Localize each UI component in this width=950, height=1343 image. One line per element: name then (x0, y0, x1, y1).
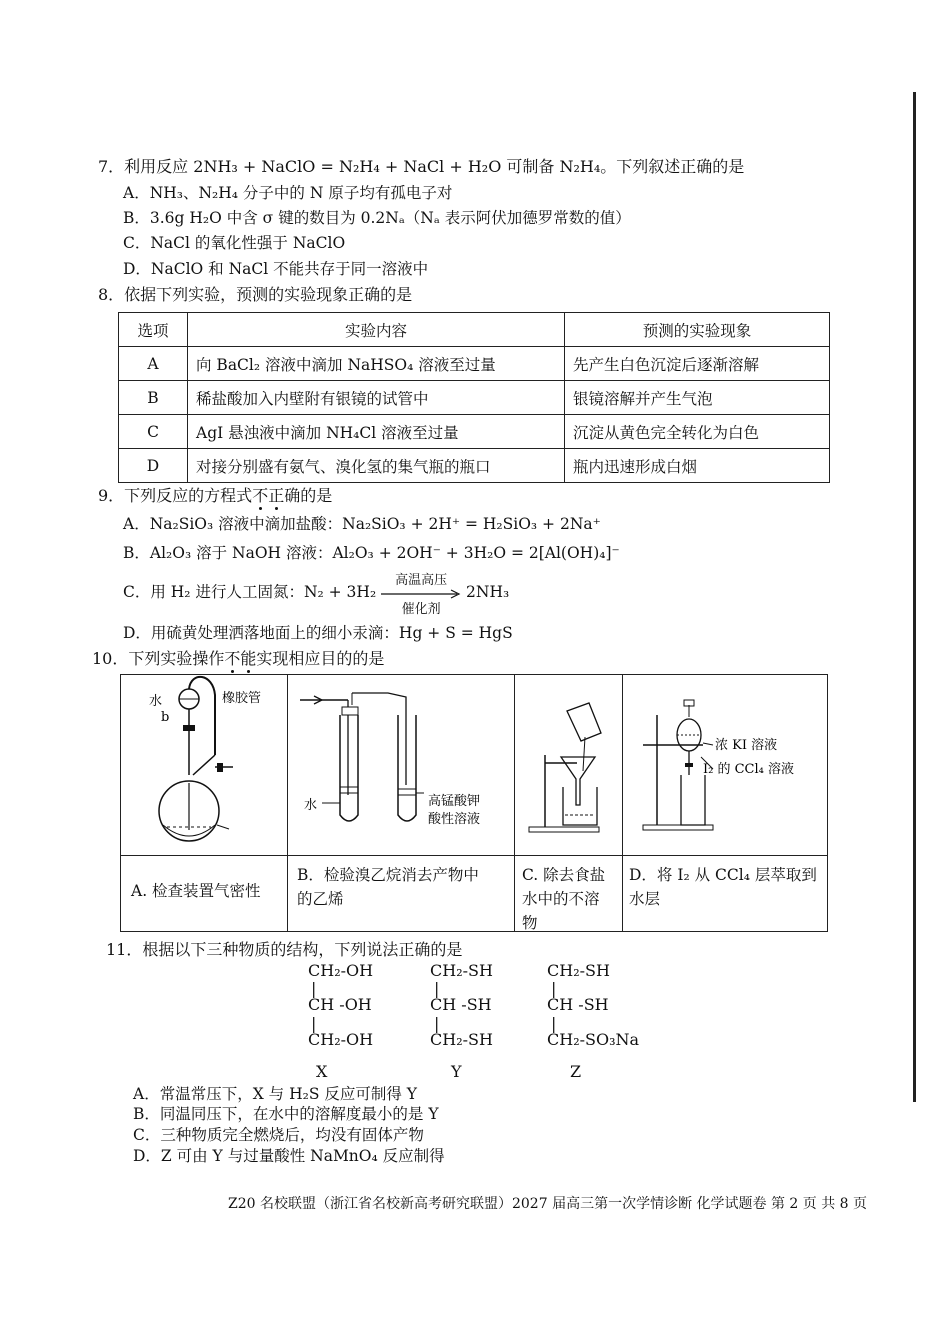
table-header-row (119, 313, 830, 347)
table-cell: 银镜溶解并产生气泡 (565, 381, 830, 415)
apparatus-a-diagram (121, 675, 287, 855)
table-cell: 向 BaCl₂ 溶液中滴加 NaHSO₄ 溶液至过量 (188, 347, 565, 381)
arrow-condition-top: 高温高压 (395, 573, 448, 588)
option-d-label (629, 863, 817, 911)
structure-line: CH₂-OH (308, 961, 374, 980)
table-header: 预测的实验现象 (565, 313, 830, 347)
emphasis-char: 不 (224, 649, 241, 668)
option-c-line: C. 除去食盐 (522, 866, 606, 884)
table-cell: D (119, 449, 188, 483)
label-i2-ccl4: I₂ 的 CCl₄ 溶液 (703, 762, 795, 777)
q7-option-b: B．3.6g H₂O 中含 σ 键的数目为 0.2Nₐ（Nₐ 表示阿伏加德罗常数的值） (123, 209, 631, 227)
option-c-line: 物 (522, 914, 538, 932)
table-cell: AgI 悬浊液中滴加 NH₄Cl 溶液至过量 (188, 415, 565, 449)
label-rubber-tube: 橡胶管 (222, 691, 262, 706)
q9-option-c-text: C．用 H₂ 进行人工固氮：N₂ + 3H₂ (123, 583, 377, 601)
q11-option-c: C．三种物质完全燃烧后，均没有固体产物 (133, 1126, 424, 1144)
q11-option-d: D．Z 可由 Y 与过量酸性 NaMnO₄ 反应制得 (133, 1147, 445, 1165)
table-cell: 先产生白色沉淀后逐渐溶解 (565, 347, 830, 381)
page-footer: Z20 名校联盟（浙江省名校新高考研究联盟）2027 届高三第一次学情诊断 化学试题卷 第 2 页 共 8 页 (228, 1196, 868, 1212)
q9-option-c-product: 2NH₃ (466, 583, 510, 601)
q11-option-b: B．同温同压下，在水中的溶解度最小的是 Y (133, 1105, 439, 1123)
bond-line: | (434, 979, 440, 998)
q9-stem-text: 确的是 (284, 486, 333, 505)
structure-name: Z (570, 1062, 582, 1081)
option-a-label: A. 检查装置气密性 (131, 882, 261, 900)
structure-line: CH₂-SH (547, 961, 610, 980)
structure-line: CH₂-SH (430, 961, 493, 980)
q10-stem-text: 10．下列实验操作 (92, 649, 225, 668)
bond-line: | (434, 1014, 440, 1033)
table-cell: 稀盐酸加入内壁附有银镜的试管中 (188, 381, 565, 415)
structure-line: CH₂-SH (430, 1030, 493, 1049)
table-header: 实验内容 (188, 313, 565, 347)
structure-line: CH -SH (547, 995, 609, 1014)
apparatus-d-diagram (623, 675, 827, 855)
q7-option-a: A．NH₃、N₂H₄ 分子中的 N 原子均有孤电子对 (123, 184, 453, 202)
table-header: 选项 (119, 313, 188, 347)
q9-stem-text: 9．下列反应的方程式 (98, 486, 253, 505)
label-ki-solution: 浓 KI 溶液 (715, 738, 778, 753)
q7-option-c: C．NaCl 的氧化性强于 NaClO (123, 234, 346, 252)
bond-line: | (311, 979, 317, 998)
q9-option-a: A．Na₂SiO₃ 溶液中滴加盐酸：Na₂SiO₃ + 2H⁺ = H₂SiO₃ + 2Na⁺ (123, 515, 601, 533)
table-cell: A (119, 347, 188, 381)
table-cell: 对接分别盛有氨气、溴化氢的集气瓶的瓶口 (188, 449, 565, 483)
q8-stem: 8．依据下列实验，预测的实验现象正确的是 (98, 285, 413, 304)
label-acidic-solution: 酸性溶液 (428, 812, 481, 827)
table-cell: 瓶内迅速形成白烟 (565, 449, 830, 483)
option-b-line: 的乙烯 (297, 890, 344, 908)
apparatus-b-diagram (288, 675, 514, 855)
structure-line: CH -SH (430, 995, 492, 1014)
q9-option-c (123, 573, 510, 617)
arrow-condition-bottom: 催化剂 (401, 602, 441, 617)
table-cell: 沉淀从黄色完全转化为白色 (565, 415, 830, 449)
arrow-icon (381, 589, 461, 599)
q7-stem: 7．利用反应 2NH₃ + NaClO = N₂H₄ + NaCl + H₂O 可制备 N₂H₄。下列叙述正确的是 (98, 157, 745, 176)
emphasis-char: 正 (268, 486, 285, 505)
q10-stem-text: 实现相应目的的是 (256, 649, 385, 668)
structure-line: CH -OH (308, 995, 372, 1014)
bond-line: | (551, 1014, 557, 1033)
apparatus-c-diagram (515, 675, 622, 855)
table-row (119, 347, 830, 381)
bond-line: | (551, 979, 557, 998)
margin-line (913, 92, 916, 1102)
table-cell: C (119, 415, 188, 449)
structure-line: CH₂-OH (308, 1030, 374, 1049)
table-cell: B (119, 381, 188, 415)
bond-line: | (311, 1014, 317, 1033)
label-b: b (161, 710, 170, 725)
q9-option-d: D．用硫黄处理洒落地面上的细小汞滴：Hg + S = HgS (123, 624, 513, 642)
emphasis-char: 不 (252, 486, 269, 505)
q9-stem (98, 486, 332, 506)
q10-figure-table (120, 674, 828, 932)
label-kmno4: 高锰酸钾 (428, 794, 481, 809)
table-row (119, 415, 830, 449)
q10-stem (92, 649, 384, 669)
q8-table (118, 312, 830, 483)
option-d-line: D．将 I₂ 从 CCl₄ 层萃取到 (629, 866, 817, 884)
option-c-label (522, 863, 605, 935)
row-divider (121, 855, 827, 856)
reaction-arrow (381, 573, 461, 617)
option-c-line: 水中的不溶 (522, 890, 600, 908)
option-b-label (297, 863, 479, 911)
option-d-line: 水层 (629, 890, 661, 908)
q7-option-d: D．NaClO 和 NaCl 不能共存于同一溶液中 (123, 260, 429, 278)
structure-line: CH₂-SO₃Na (547, 1030, 640, 1049)
structure-name: Y (451, 1062, 462, 1081)
structure-name: X (316, 1062, 328, 1081)
table-row (119, 381, 830, 415)
option-b-line: B．检验溴乙烷消去产物中 (297, 866, 479, 884)
label-water: 水 (149, 694, 163, 709)
table-row (119, 449, 830, 483)
q11-stem: 11．根据以下三种物质的结构，下列说法正确的是 (106, 940, 463, 959)
emphasis-char: 能 (240, 649, 257, 668)
q9-option-b: B．Al₂O₃ 溶于 NaOH 溶液：Al₂O₃ + 2OH⁻ + 3H₂O = 2[Al(OH)₄]⁻ (123, 544, 620, 562)
label-water-b: 水 (304, 798, 318, 813)
q11-option-a: A．常温常压下，X 与 H₂S 反应可制得 Y (133, 1085, 418, 1103)
